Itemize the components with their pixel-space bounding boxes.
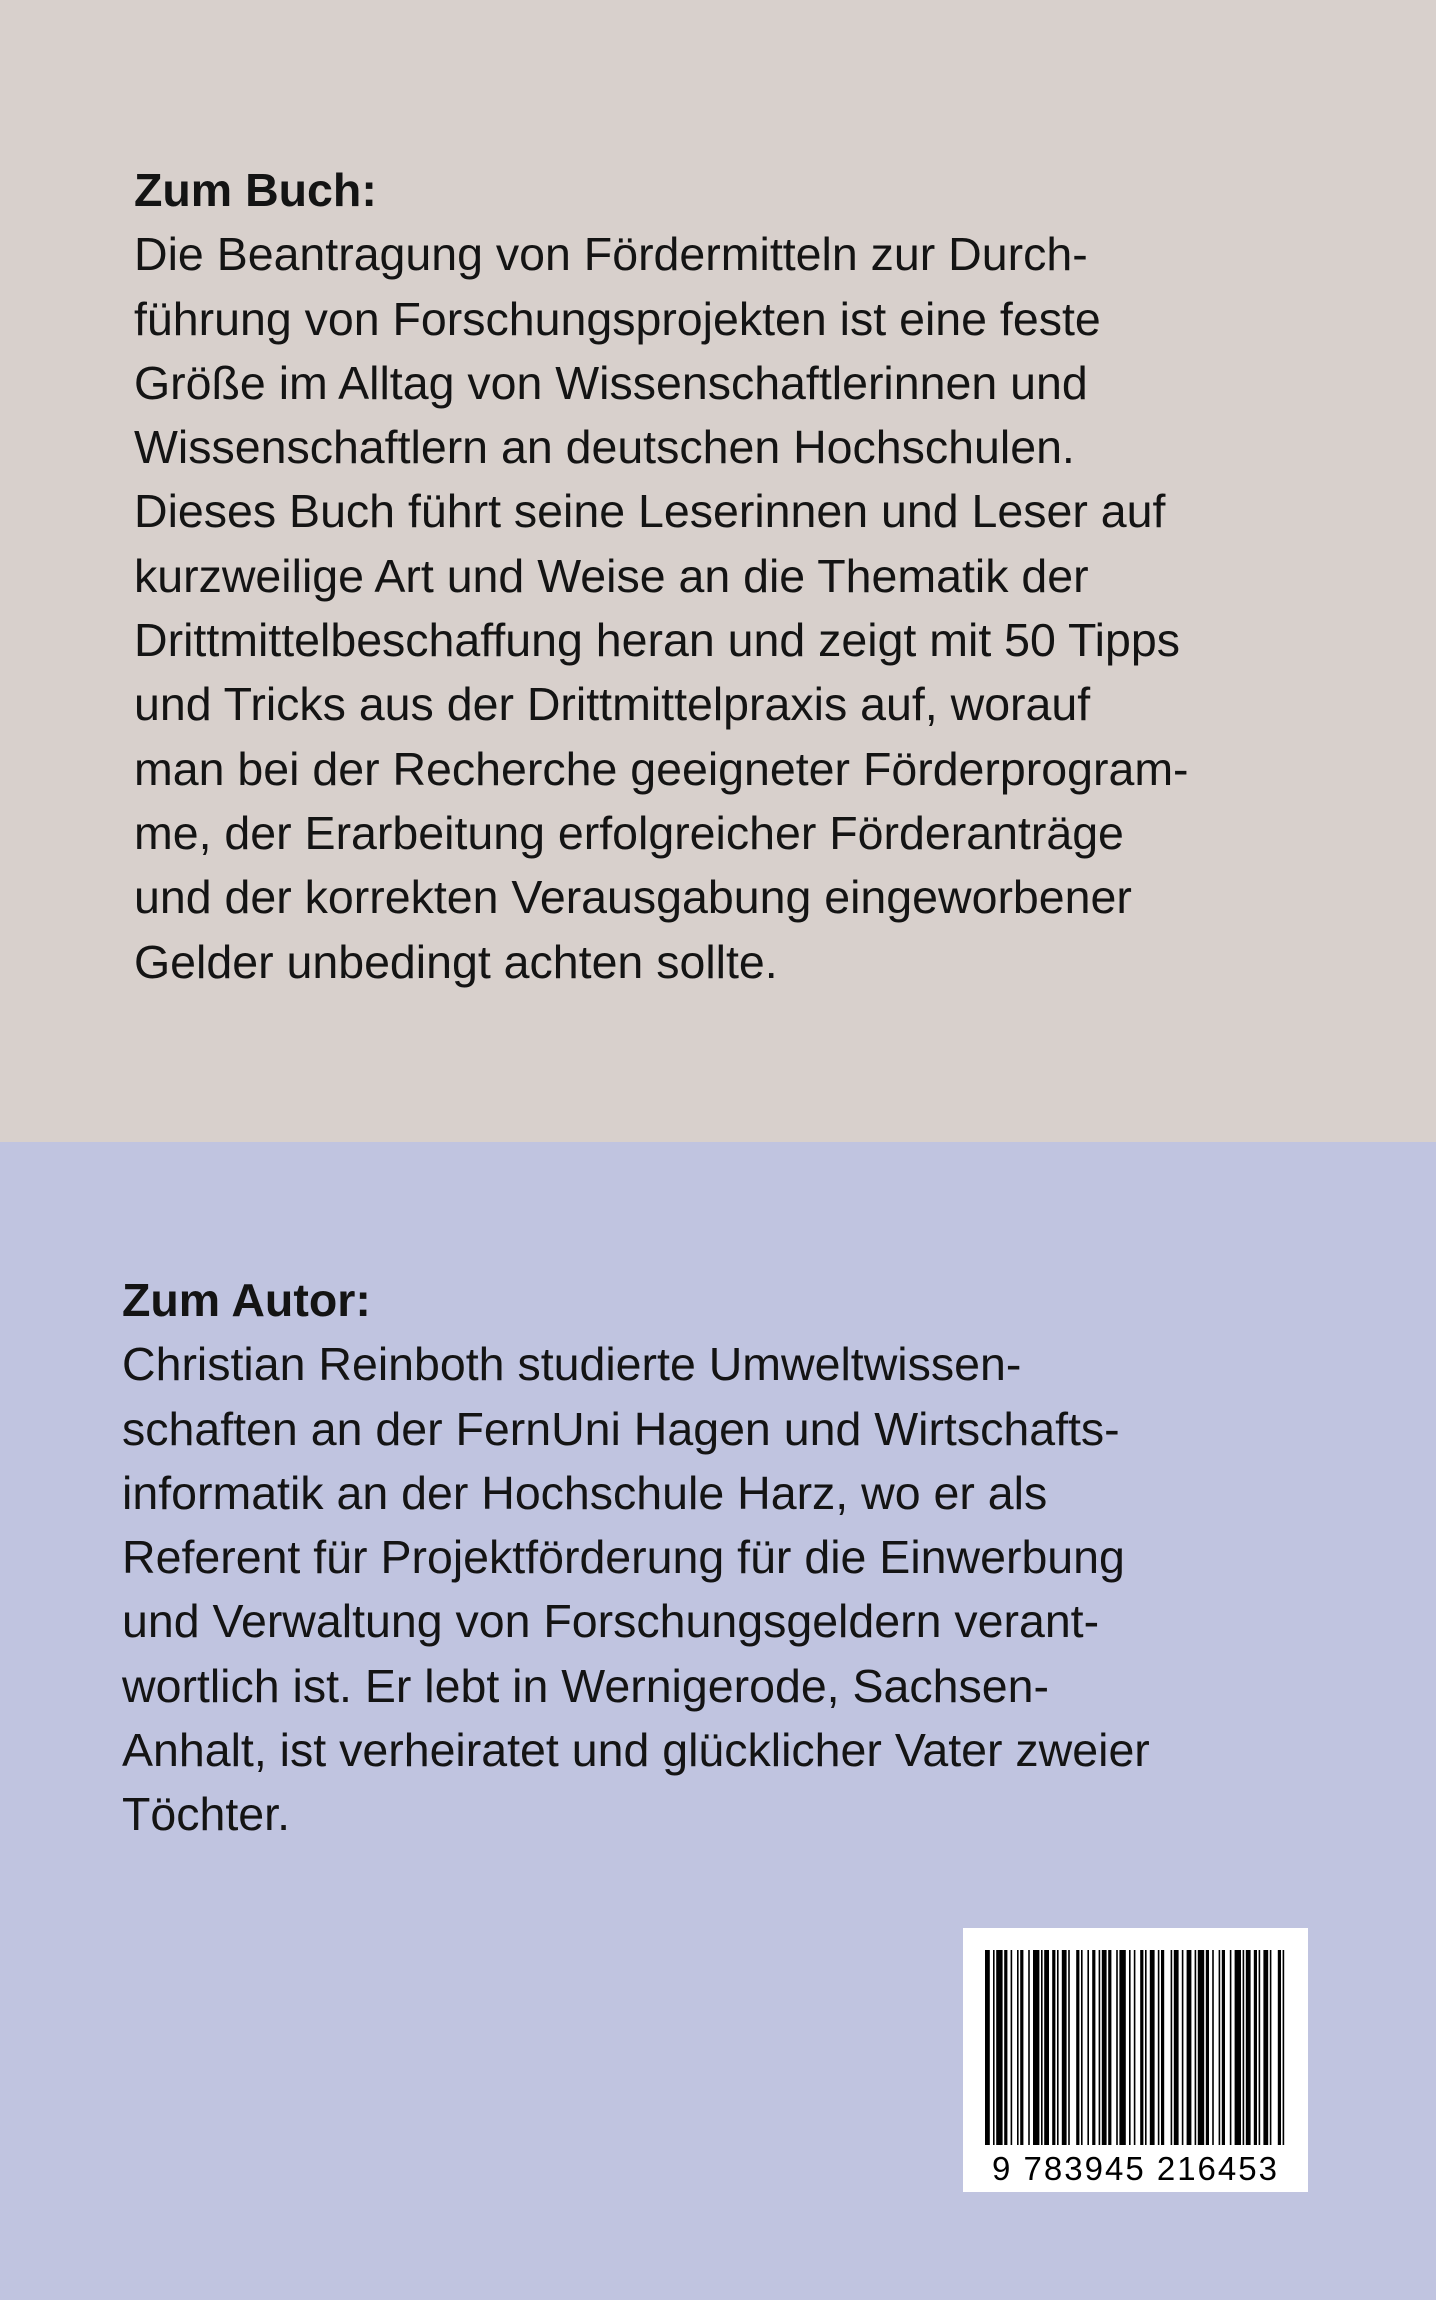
book-section (134, 158, 1189, 994)
barcode-bar (1195, 1950, 1197, 2145)
barcode-bar (1283, 1950, 1285, 2145)
barcode-bar (1243, 1950, 1245, 2145)
book-text-line: kurzweilige Art und Weise an die Thematik der (134, 549, 1089, 602)
barcode-bar (1254, 1950, 1257, 2145)
barcode-bar (1259, 1950, 1261, 2145)
barcode-bar (1150, 1950, 1155, 2145)
book-text-line: Gelder unbedingt achten sollte. (134, 935, 778, 988)
barcode-bar (1076, 1950, 1079, 2145)
barcode-bar (985, 1950, 990, 2145)
barcode-bar (1230, 1950, 1232, 2145)
barcode-bar (1044, 1950, 1049, 2145)
barcode-bar (1092, 1950, 1095, 2145)
author-text-line: schaften an der FernUni Hagen und Wirtschafts- (122, 1402, 1120, 1455)
barcode-bar (1235, 1950, 1241, 2145)
barcode-bar (1263, 1950, 1268, 2145)
barcode-bar (1033, 1950, 1039, 2145)
author-section (122, 1268, 1150, 1847)
author-text-line: informatik an der Hochschule Harz, wo er als (122, 1466, 1048, 1519)
author-text-line: Referent für Projektförderung für die Einwerbung (122, 1531, 1125, 1584)
book-heading: Zum Buch: (134, 164, 377, 216)
barcode-bar (1140, 1950, 1143, 2145)
book-text-line: und Tricks aus der Drittmittelpraxis auf, worauf (134, 678, 1091, 731)
barcode-bar (1099, 1950, 1101, 2145)
barcode-bar (1198, 1950, 1204, 2145)
barcode-bar (1081, 1950, 1083, 2145)
barcode-bar (1212, 1950, 1214, 2145)
barcode-bar (1182, 1950, 1184, 2145)
barcode-bar (1028, 1950, 1030, 2145)
barcode-bar (1011, 1950, 1013, 2145)
book-text-line: Drittmittelbeschaffung heran und zeigt mit 50 Tipps (134, 614, 1180, 667)
barcode-bar (1161, 1950, 1164, 2145)
barcode-number: 9 783945 216453 (992, 2150, 1279, 2187)
barcode-bar (1171, 1950, 1173, 2145)
book-text-line: und der korrekten Verausgabung eingeworbener (134, 871, 1132, 924)
barcode-bar (1187, 1950, 1192, 2145)
barcode-bar (1134, 1950, 1136, 2145)
isbn-barcode (963, 1928, 1308, 2192)
barcode-bar (1087, 1950, 1089, 2145)
barcode-bar (1041, 1950, 1043, 2145)
book-text-line: führung von Forschungsprojekten ist eine feste (134, 292, 1101, 345)
author-text-line: und Verwaltung von Forschungsgeldern verant- (122, 1595, 1100, 1648)
barcode-bar (1020, 1950, 1023, 2145)
book-text-line: me, der Erarbeitung erfolgreicher Förderanträge (134, 806, 1124, 859)
book-text-line: man bei der Recherche geeigneter Förderprogram- (134, 742, 1189, 795)
barcode-bar (1246, 1950, 1251, 2145)
barcode-bar (1222, 1950, 1225, 2145)
barcode-bar (1052, 1950, 1055, 2145)
barcode-bar (1062, 1950, 1067, 2145)
barcode-bar (1017, 1950, 1019, 2145)
author-text-line: Anhalt, ist verheiratet und glücklicher Vater zweier (122, 1724, 1150, 1777)
author-text-line: Töchter. (122, 1788, 290, 1841)
barcode-bar (1219, 1950, 1221, 2145)
barcode-bar (1174, 1950, 1179, 2145)
barcode-bar (1278, 1950, 1281, 2145)
barcode-bar (1102, 1950, 1107, 2145)
author-text-line: wortlich ist. Er lebt in Wernigerode, Sachsen- (122, 1659, 1049, 1712)
barcode-bar (1129, 1950, 1131, 2145)
barcode-bar (1270, 1950, 1272, 2145)
barcode-bar (1004, 1950, 1007, 2145)
barcode-bar (1206, 1950, 1209, 2145)
author-heading: Zum Autor: (122, 1274, 371, 1326)
book-text-line: Dieses Buch führt seine Leserinnen und Leser auf (134, 485, 1166, 538)
book-text-line: Wissenschaftlern an deutschen Hochschulen. (134, 421, 1075, 474)
barcode-bar (1057, 1950, 1059, 2145)
barcode-bar (996, 1950, 1002, 2145)
book-text-line: Die Beantragung von Fördermitteln zur Durch- (134, 228, 1088, 281)
barcode-bar (1158, 1950, 1160, 2145)
barcode-bar (1108, 1950, 1111, 2145)
barcode-bar (1145, 1950, 1147, 2145)
barcode-bar (1068, 1950, 1070, 2145)
barcode-bar (993, 1950, 995, 2145)
author-text-line: Christian Reinboth studierte Umweltwissen- (122, 1338, 1022, 1391)
book-text-line: Größe im Alltag von Wissenschaftlerinnen und (134, 356, 1088, 409)
barcode-bar (1116, 1950, 1118, 2145)
barcode-bar (1119, 1950, 1125, 2145)
